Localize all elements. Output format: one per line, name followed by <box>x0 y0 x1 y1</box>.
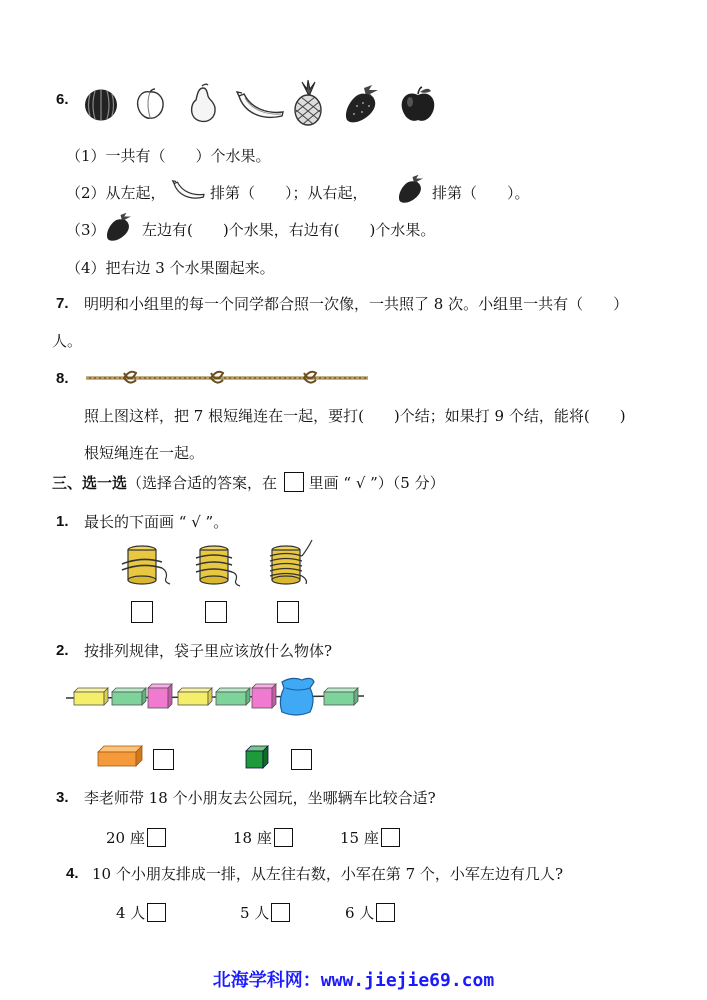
q6-number: 6. <box>56 91 69 108</box>
s3-text: 李老师带 18 个小朋友去公园玩，坐哪辆车比较合适? <box>84 789 436 807</box>
s3-answer-box-2[interactable] <box>274 828 293 847</box>
s4-option-2 <box>240 903 290 923</box>
s3-answer-box-1[interactable] <box>147 828 166 847</box>
s4-option-3-label: 6 人 <box>345 904 375 922</box>
section3-heading <box>52 472 445 494</box>
s1-text: 最长的下面画 “ √ ”。 <box>84 513 229 531</box>
section3-desc-end: 里画 “ √ ”）（5 分） <box>308 474 445 492</box>
section3-prefix: 三、 <box>52 475 83 492</box>
spool-icon <box>190 544 244 588</box>
q7-number: 7. <box>56 295 69 312</box>
pineapple-icon <box>292 80 324 126</box>
cube-pattern-sequence <box>66 674 366 718</box>
q8-line2: 根短绳连在一起。 <box>84 444 205 462</box>
s3-option-3 <box>340 828 400 848</box>
q6-sub2-start: （2）从左起， <box>66 184 166 202</box>
banana-icon <box>172 179 206 203</box>
s3-number: 3. <box>56 789 69 806</box>
green-cube-icon <box>244 744 270 770</box>
s4-option-1 <box>116 903 166 923</box>
s4-answer-box-3[interactable] <box>376 903 395 922</box>
q8-number: 8. <box>56 370 69 387</box>
strawberry-icon <box>396 174 426 204</box>
q7-line2: 人。 <box>52 332 83 350</box>
q6-sub2-end: 排第（ ）。 <box>432 184 530 202</box>
s3-option-3-label: 15 座 <box>340 829 379 847</box>
s4-text: 10 个小朋友排成一排，从左往右数，小军在第 7 个，小军左边有几人? <box>92 865 563 883</box>
s3-option-1 <box>106 828 166 848</box>
s1-answer-box-3[interactable] <box>277 601 299 623</box>
s3-option-2-label: 18 座 <box>233 829 272 847</box>
s4-number: 4. <box>66 865 79 882</box>
s2-answer-box-2[interactable] <box>291 749 312 770</box>
answer-box-sample <box>284 472 304 492</box>
peach-icon <box>134 88 166 120</box>
s4-answer-box-2[interactable] <box>271 903 290 922</box>
footer-watermark <box>0 966 707 992</box>
apple-icon <box>398 86 438 124</box>
pear-icon <box>188 82 218 124</box>
footer-url[interactable]: www.jiejie69.com <box>320 970 495 991</box>
strawberry-icon <box>342 84 382 124</box>
footer-site-name: 北海学科网： <box>212 970 321 991</box>
s3-answer-box-3[interactable] <box>381 828 400 847</box>
s2-text: 按排列规律，袋子里应该放什么物体? <box>84 642 333 660</box>
watermelon-icon <box>84 88 118 122</box>
s1-answer-box-1[interactable] <box>131 601 153 623</box>
s2-number: 2. <box>56 642 69 659</box>
q7-line1: 明明和小组里的每一个同学都合照一次像，一共照了 8 次。小组里一共有（ ） <box>84 295 629 313</box>
s1-number: 1. <box>56 513 69 530</box>
orange-brick-icon <box>96 744 144 768</box>
q6-sub4: （4）把右边 3 个水果圈起来。 <box>66 259 275 277</box>
spool-icon <box>262 540 316 588</box>
s2-answer-box-1[interactable] <box>153 749 174 770</box>
banana-icon <box>236 90 286 124</box>
s4-option-1-label: 4 人 <box>116 904 146 922</box>
section3-title: 选一选 <box>82 475 128 492</box>
q6-sub3-start: （3） <box>66 221 106 239</box>
q6-sub1: （1）一共有（ ）个水果。 <box>66 147 271 165</box>
s1-answer-box-2[interactable] <box>205 601 227 623</box>
knotted-rope-image <box>86 370 368 388</box>
s3-option-2 <box>233 828 293 848</box>
s4-option-2-label: 5 人 <box>240 904 270 922</box>
q6-sub3-text: 左边有( )个水果，右边有( )个水果。 <box>142 221 436 239</box>
q6-sub2-middle: 排第（ ）；从右起， <box>210 184 368 202</box>
section3-desc-start: （选择合适的答案，在 <box>127 474 278 492</box>
q8-line1: 照上图这样，把 7 根短绳连在一起，要打( )个结；如果打 9 个结，能将( ) <box>84 407 626 425</box>
s3-option-1-label: 20 座 <box>106 829 145 847</box>
s4-option-3 <box>345 903 395 923</box>
s4-answer-box-1[interactable] <box>147 903 166 922</box>
spool-icon <box>118 544 172 588</box>
strawberry-icon <box>104 212 134 242</box>
